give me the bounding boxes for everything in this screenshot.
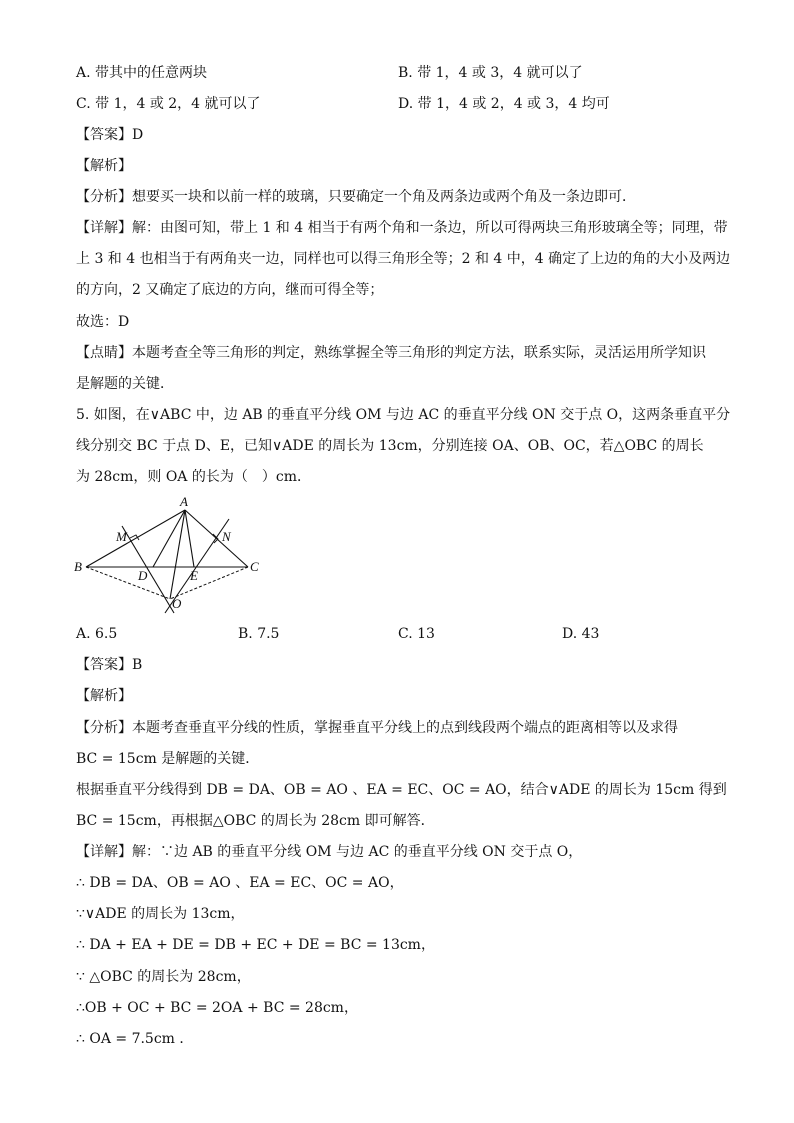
- q5-stem-line-1: 5. 如图，在∨ABC 中，边 AB 的垂直平分线 OM 与边 AC 的垂直平分线 ON 交于点 O，这两条垂直平分: [76, 407, 731, 423]
- label-a: A: [180, 495, 188, 509]
- segment-ac: [185, 510, 248, 567]
- q5-step-3: ∴ DA + EA + DE = DB + EC + DE = BC = 13cm，: [76, 937, 435, 953]
- option-d: D. 带 1，4 或 2，4 或 3，4 均可: [398, 96, 610, 112]
- detail-line-3: 的方向，2 又确定了底边的方向，继而可得全等；: [76, 282, 384, 298]
- detail-line-2: 上 3 和 4 也相当于有两角夹一边，同样也可以得三角形全等；2 和 4 中，4 确定了上边的角的大小及两边: [76, 251, 731, 267]
- option-b: B. 带 1，4 或 3，4 就可以了: [398, 65, 583, 81]
- q5-step-4: ∵ △OBC 的周长为 28cm，: [76, 969, 251, 985]
- q5-analysis-heading: 【解析】: [76, 688, 132, 704]
- q5-detail-line-1: 【详解】解：∵边 AB 的垂直平分线 OM 与边 AC 的垂直平分线 ON 交于点 O，: [76, 844, 583, 860]
- label-e: E: [190, 568, 198, 583]
- label-m: M: [116, 529, 127, 544]
- q5-step-2: ∵∨ADE 的周长为 13cm，: [76, 906, 245, 922]
- q5-option-b: B. 7.5: [238, 626, 280, 642]
- option-c: C. 带 1，4 或 2，4 就可以了: [76, 96, 261, 112]
- label-b: B: [74, 559, 82, 574]
- q5-step-5: ∴OB + OC + BC = 2OA + BC = 28cm，: [76, 1000, 358, 1016]
- remark-line-2: 是解题的关键．: [76, 376, 174, 392]
- q5-stem-line-3: 为 28cm，则 OA 的长为（ ）cm．: [76, 469, 311, 485]
- segment-oc: [170, 567, 248, 599]
- remark-line-1: 【点睛】本题考查全等三角形的判定，熟练掌握全等三角形的判定方法，联系实际，灵活运用所学知识: [76, 345, 706, 361]
- answer-label: 【答案】D: [76, 127, 144, 143]
- q5-option-a: A. 6.5: [76, 626, 118, 642]
- q5-option-d: D. 43: [562, 626, 600, 642]
- q5-stem-line-2: 线分别交 BC 于点 D、E，已知∨ADE 的周长为 13cm，分别连接 OA、OB、OC，若△OBC 的周长: [76, 438, 704, 454]
- analysis-text: 【分析】想要买一块和以前一样的玻璃，只要确定一个角及两条边或两个角及一条边即可．: [76, 189, 636, 205]
- q5-option-c: C. 13: [398, 626, 435, 642]
- detail-line-1: 【详解】解：由图可知，带上 1 和 4 相当于有两个角和一条边，所以可得两块三角形玻璃全等；同理，带: [76, 220, 728, 236]
- option-a: A. 带其中的任意两块: [76, 65, 208, 81]
- bisector-om: [122, 526, 174, 613]
- choice-conclusion: 故选：D: [76, 314, 130, 330]
- q5-step-6: ∴ OA = 7.5cm ．: [76, 1031, 194, 1047]
- segment-ob: [86, 567, 170, 599]
- q5-analysis-line-4: BC = 15cm，再根据△OBC 的周长为 28cm 即可解答．: [76, 813, 435, 829]
- q5-analysis-line-2: BC = 15cm 是解题的关键．: [76, 751, 260, 767]
- label-d: D: [138, 568, 148, 583]
- q5-step-1: ∴ DB = DA、OB = AO 、EA = EC、OC = AO，: [76, 875, 404, 891]
- segment-ab: [86, 510, 185, 567]
- analysis-heading: 【解析】: [76, 158, 132, 174]
- q5-answer-label: 【答案】B: [76, 657, 143, 673]
- q5-analysis-line-1: 【分析】本题考查垂直平分线的性质，掌握垂直平分线上的点到线段两个端点的距离相等以及求得: [76, 720, 678, 736]
- q5-analysis-line-3: 根据垂直平分线得到 DB = DA、OB = AO 、EA = EC、OC = AO，结合∨ADE 的周长为 15cm 得到: [76, 782, 727, 798]
- label-n: N: [222, 529, 231, 544]
- geometry-figure: [70, 495, 270, 620]
- label-o: O: [172, 596, 182, 611]
- label-c: C: [250, 559, 259, 574]
- segment-ae: [185, 510, 194, 567]
